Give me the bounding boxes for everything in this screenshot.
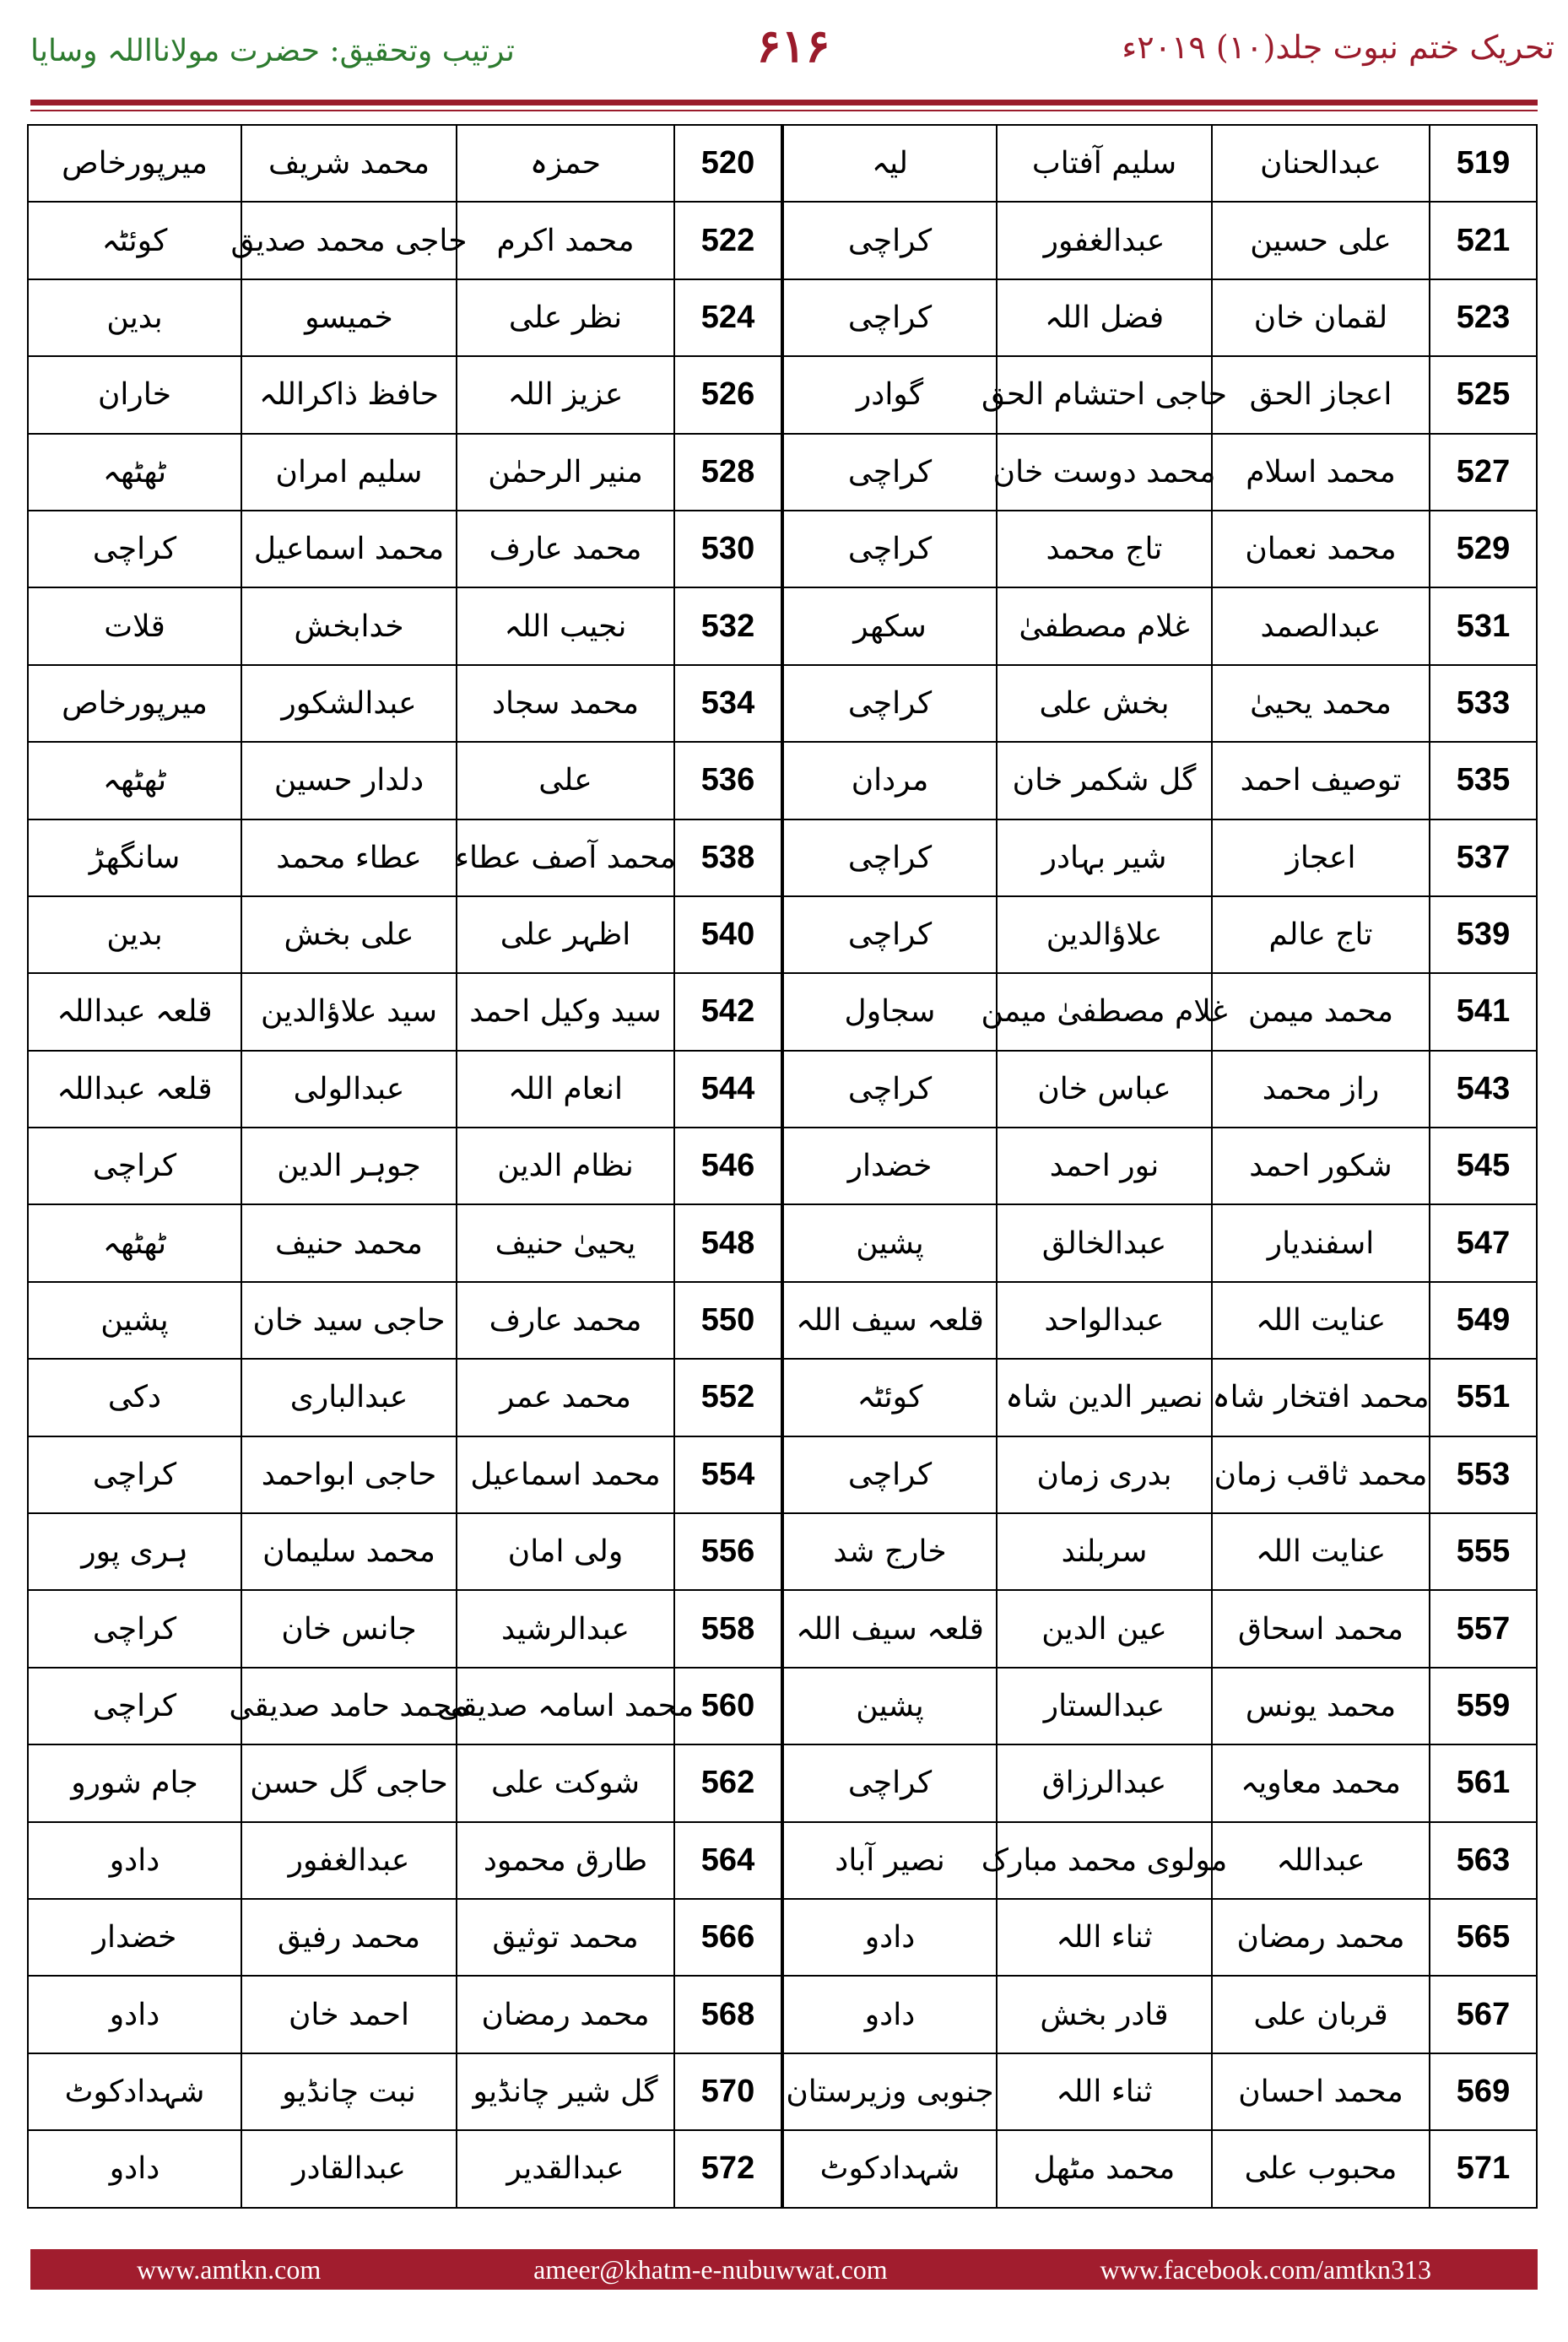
city-name: کراچی (847, 300, 933, 335)
person-name: سید وکیل احمد (456, 974, 673, 1049)
table-row (784, 2054, 1536, 2131)
person-name: محمد نعمان (1211, 511, 1429, 587)
table-row (784, 1823, 1536, 1900)
person-name: محمد یحییٰ (1211, 666, 1429, 741)
header-rule-thin (30, 110, 1538, 111)
table-row (784, 897, 1536, 974)
city-name: گوادر (856, 377, 924, 413)
father-name: محمد رفیق (241, 1900, 456, 1975)
city-name: دادو (109, 2151, 160, 2187)
father-name: ثناء اللہ (996, 1900, 1211, 1975)
table-row (784, 974, 1536, 1051)
person-name: شوکت علی (456, 1745, 673, 1820)
father-name: حاجی محمد صدیق (241, 203, 456, 278)
father-name: نصیر الدین شاہ (996, 1360, 1211, 1435)
person-name: محمد عمر (456, 1360, 673, 1435)
city-name: سجاول (844, 994, 936, 1030)
person-name: محمد سجاد (456, 666, 673, 741)
table-row (784, 435, 1536, 511)
table-row (784, 743, 1536, 819)
serial-number: 557 (1429, 1591, 1536, 1666)
city-name: میرپورخاص (62, 146, 208, 181)
person-name: عبداللہ (1211, 1823, 1429, 1898)
serial-number: 529 (1429, 511, 1536, 587)
serial-number: 522 (673, 203, 781, 278)
father-name: محمد سلیمان (241, 1514, 456, 1589)
table-row (784, 1052, 1536, 1128)
person-name: اعجاز (1211, 820, 1429, 895)
father-name: احمد خان (241, 1977, 456, 2052)
serial-number: 550 (673, 1283, 781, 1358)
father-name: محمد اسماعیل (241, 511, 456, 587)
city-name: کراچی (92, 1689, 177, 1723)
serial-number: 545 (1429, 1128, 1536, 1203)
person-name: محمد توثیق (456, 1900, 673, 1975)
person-name: عبدالحنان (1211, 126, 1429, 201)
city-name: کراچی (847, 532, 933, 567)
serial-number: 558 (673, 1591, 781, 1666)
city-name: کوئٹہ (857, 1380, 923, 1415)
table-row (29, 280, 781, 357)
person-name: طارق محمود (456, 1823, 673, 1898)
table-row (29, 1128, 781, 1205)
table-row (29, 1283, 781, 1360)
table-row (784, 1977, 1536, 2053)
table-row (784, 1437, 1536, 1514)
city-name: دادو (109, 1842, 160, 1878)
serial-number: 571 (1429, 2131, 1536, 2206)
table-row (784, 666, 1536, 743)
table-row (29, 820, 781, 897)
table-row (29, 743, 781, 819)
serial-number: 531 (1429, 588, 1536, 663)
serial-number: 560 (673, 1669, 781, 1744)
person-name: محمد ثاقب زمان (1211, 1437, 1429, 1512)
serial-number: 563 (1429, 1823, 1536, 1898)
city-name: کراچی (92, 1457, 177, 1492)
serial-number: 532 (673, 588, 781, 663)
city-name: جام شورو (71, 1766, 198, 1801)
serial-number: 554 (673, 1437, 781, 1512)
city-name: مردان (851, 763, 929, 798)
city-name: بدین (106, 917, 163, 953)
table-row (784, 280, 1536, 357)
city-name: خاران (97, 377, 172, 413)
city-name: ٹھٹھہ (102, 454, 167, 489)
person-name: نجیب اللہ (456, 588, 673, 663)
person-name: ولی امان (456, 1514, 673, 1589)
father-name: نور احمد (996, 1128, 1211, 1203)
city-name: ٹھٹھہ (102, 763, 167, 798)
person-name: عنایت اللہ (1211, 1514, 1429, 1589)
city-name: پشین (856, 1689, 924, 1723)
father-name: عبدالباری (241, 1360, 456, 1435)
serial-number: 559 (1429, 1669, 1536, 1744)
serial-number: 556 (673, 1514, 781, 1589)
father-name: ثناء اللہ (996, 2054, 1211, 2129)
serial-number: 570 (673, 2054, 781, 2129)
person-name: لقمان خان (1211, 280, 1429, 355)
table-row (784, 203, 1536, 279)
city-name: دادو (109, 1997, 160, 2032)
person-name: توصیف احمد (1211, 743, 1429, 818)
father-name: محمد دوست خان (996, 435, 1211, 510)
father-name: عبدالولی (241, 1052, 456, 1127)
table-row (784, 1128, 1536, 1205)
serial-number: 521 (1429, 203, 1536, 278)
table-row (29, 1977, 781, 2053)
city-name: ٹھٹھہ (102, 1225, 167, 1261)
serial-number: 561 (1429, 1745, 1536, 1820)
father-name: فضل اللہ (996, 280, 1211, 355)
person-name: اظہر علی (456, 897, 673, 972)
person-name: محمد آصف عطاء (456, 820, 673, 895)
father-name: عین الدین (996, 1591, 1211, 1666)
serial-number: 566 (673, 1900, 781, 1975)
person-name: عبدالصمد (1211, 588, 1429, 663)
table-row (784, 820, 1536, 897)
table-row (29, 2054, 781, 2131)
city-name: قلات (104, 608, 165, 644)
city-name: دادو (864, 1920, 916, 1955)
father-name: قادر بخش (996, 1977, 1211, 2052)
person-name: عنایت اللہ (1211, 1283, 1429, 1358)
city-name: کراچی (92, 532, 177, 567)
table-row (784, 1514, 1536, 1591)
serial-number: 540 (673, 897, 781, 972)
table-row (29, 588, 781, 665)
table-row (29, 1591, 781, 1668)
father-name: حاجی ابواحمد (241, 1437, 456, 1512)
serial-number: 572 (673, 2131, 781, 2206)
header-rule-thick (30, 100, 1538, 105)
table-row (29, 1360, 781, 1436)
city-name: میرپورخاص (62, 685, 208, 721)
table-row (29, 897, 781, 974)
father-name: علاؤالدین (996, 897, 1211, 972)
person-name: محمد عارف (456, 1283, 673, 1358)
person-name: منیر الرحمٰن (456, 435, 673, 510)
person-name: قربان علی (1211, 1977, 1429, 2052)
table-row (784, 357, 1536, 434)
person-name: محمد اسلام (1211, 435, 1429, 510)
table-row (29, 203, 781, 279)
serial-number: 549 (1429, 1283, 1536, 1358)
serial-number: 565 (1429, 1900, 1536, 1975)
serial-number: 552 (673, 1360, 781, 1435)
right-half-table (782, 124, 1538, 2209)
table-row (29, 357, 781, 434)
footer-facebook-link[interactable]: www.facebook.com/amtkn313 (1100, 2253, 1432, 2285)
table-row (29, 1052, 781, 1128)
serial-number: 567 (1429, 1977, 1536, 2052)
names-table (30, 124, 1538, 2209)
serial-number: 548 (673, 1205, 781, 1280)
table-row (29, 1669, 781, 1745)
city-name: دکی (107, 1380, 162, 1415)
city-name: سانگھڑ (89, 840, 181, 875)
father-name: عبدالغفور (996, 203, 1211, 278)
person-name: گل شیر چانڈیو (456, 2054, 673, 2129)
table-row (784, 588, 1536, 665)
person-name: محمد عارف (456, 511, 673, 587)
father-name: سلیم امران (241, 435, 456, 510)
person-name: محمد یونس (1211, 1669, 1429, 1744)
person-name: نظام الدین (456, 1128, 673, 1203)
book-title: تحریک ختم نبوت جلد(۱۰) ۲۰۱۹ء (1122, 29, 1554, 66)
table-row (784, 1360, 1536, 1436)
serial-number: 523 (1429, 280, 1536, 355)
table-row (29, 435, 781, 511)
city-name: قلعہ عبداللہ (57, 994, 213, 1030)
serial-number: 527 (1429, 435, 1536, 510)
city-name: پشین (856, 1225, 924, 1261)
table-row (29, 974, 781, 1051)
father-name: عبدالرزاق (996, 1745, 1211, 1820)
table-row (29, 126, 781, 203)
serial-number: 530 (673, 511, 781, 587)
person-name: نظر علی (456, 280, 673, 355)
city-name: خضدار (92, 1920, 177, 1955)
city-name: کوئٹہ (101, 223, 168, 258)
serial-number: 569 (1429, 2054, 1536, 2129)
city-name: خارج شد (833, 1534, 947, 1570)
father-name: سربلند (996, 1514, 1211, 1589)
father-name: نبت چانڈیو (241, 2054, 456, 2129)
person-name: تاج عالم (1211, 897, 1429, 972)
father-name: سلیم آفتاب (996, 126, 1211, 201)
person-name: عزیز اللہ (456, 357, 673, 432)
father-name: خدابخش (241, 588, 456, 663)
father-name: عبدالشکور (241, 666, 456, 741)
father-name: حافظ ذاکراللہ (241, 357, 456, 432)
serial-number: 534 (673, 666, 781, 741)
serial-number: 520 (673, 126, 781, 201)
serial-number: 542 (673, 974, 781, 1049)
serial-number: 541 (1429, 974, 1536, 1049)
serial-number: 539 (1429, 897, 1536, 972)
person-name: عبدالرشید (456, 1591, 673, 1666)
person-name: شکور احمد (1211, 1128, 1429, 1203)
father-name: بخش علی (996, 666, 1211, 741)
person-name: انعام اللہ (456, 1052, 673, 1127)
person-name: محمد اسماعیل (456, 1437, 673, 1512)
person-name: محمد رمضان (456, 1977, 673, 2052)
serial-number: 535 (1429, 743, 1536, 818)
city-name: دادو (864, 1997, 916, 2032)
father-name: غلام مصطفیٰ میمن (996, 974, 1211, 1049)
father-name: محمد مٹھل (996, 2131, 1211, 2206)
person-name: محبوب علی (1211, 2131, 1429, 2206)
city-name: کراچی (847, 1766, 933, 1801)
person-name: علی حسین (1211, 203, 1429, 278)
page-footer (30, 2249, 1538, 2290)
person-name: محمد رمضان (1211, 1900, 1429, 1975)
table-row (29, 1900, 781, 1977)
person-name: محمد میمن (1211, 974, 1429, 1049)
person-name: اعجاز الحق (1211, 357, 1429, 432)
city-name: کراچی (847, 1071, 933, 1106)
father-name: عبدالستار (996, 1669, 1211, 1744)
city-name: کراچی (92, 1611, 177, 1647)
page-header (0, 0, 1568, 101)
serial-number: 519 (1429, 126, 1536, 201)
city-name: لیہ (872, 146, 908, 181)
table-row (29, 2131, 781, 2208)
city-name: کراچی (847, 840, 933, 875)
table-row (29, 666, 781, 743)
person-name: حمزہ (456, 126, 673, 201)
serial-number: 564 (673, 1823, 781, 1898)
serial-number: 537 (1429, 820, 1536, 895)
table-row (784, 126, 1536, 203)
father-name: گل شکمر خان (996, 743, 1211, 818)
person-name: محمد اکرم (456, 203, 673, 278)
person-name: محمد معاویہ (1211, 1745, 1429, 1820)
father-name: حاجی احتشام الحق (996, 357, 1211, 432)
table-row (29, 1514, 781, 1591)
person-name: محمد افتخار شاہ (1211, 1360, 1429, 1435)
city-name: شہدادکوٹ (64, 2074, 205, 2109)
table-row (29, 511, 781, 588)
serial-number: 533 (1429, 666, 1536, 741)
page-number: ۶۱۶ (756, 19, 830, 73)
names-grid (30, 124, 1538, 2209)
father-name: بدری زمان (996, 1437, 1211, 1512)
compiler-credit: ترتیب وتحقیق: حضرت مولانااللہ وسایا (30, 34, 515, 68)
father-name: علی بخش (241, 897, 456, 972)
serial-number: 528 (673, 435, 781, 510)
table-row (784, 1669, 1536, 1745)
father-name: محمد شریف (241, 126, 456, 201)
serial-number: 543 (1429, 1052, 1536, 1127)
footer-website-link[interactable]: www.amtkn.com (136, 2253, 322, 2285)
city-name: کراچی (847, 454, 933, 489)
serial-number: 536 (673, 743, 781, 818)
serial-number: 551 (1429, 1360, 1536, 1435)
person-name: محمد اسحاق (1211, 1591, 1429, 1666)
table-row (784, 1205, 1536, 1282)
father-name: شیر بہادر (996, 820, 1211, 895)
serial-number: 544 (673, 1052, 781, 1127)
father-name: جانس خان (241, 1591, 456, 1666)
father-name: عبدالقادر (241, 2131, 456, 2206)
city-name: بدین (106, 300, 163, 335)
father-name: محمد حامد صدیقی (241, 1669, 456, 1744)
serial-number: 538 (673, 820, 781, 895)
serial-number: 553 (1429, 1437, 1536, 1512)
city-name: کراچی (92, 1149, 177, 1184)
serial-number: 525 (1429, 357, 1536, 432)
person-name: محمد اسامہ صدیقی (456, 1669, 673, 1744)
table-row (29, 1437, 781, 1514)
city-name: کراچی (847, 1457, 933, 1492)
city-name: سکھر (853, 608, 927, 644)
footer-email-link[interactable]: ameer@khatm-e-nubuwwat.com (533, 2253, 888, 2285)
city-name: خضدار (847, 1149, 933, 1184)
serial-number: 526 (673, 357, 781, 432)
father-name: غلام مصطفیٰ (996, 588, 1211, 663)
city-name: نصیر آباد (835, 1842, 945, 1878)
father-name: حاجی گل حسن (241, 1745, 456, 1820)
table-row (29, 1745, 781, 1822)
person-name: عبدالقدیر (456, 2131, 673, 2206)
table-row (784, 1900, 1536, 1977)
city-name: کراچی (847, 917, 933, 953)
father-name: عطاء محمد (241, 820, 456, 895)
father-name: عبدالواحد (996, 1283, 1211, 1358)
father-name: خمیسو (241, 280, 456, 355)
serial-number: 562 (673, 1745, 781, 1820)
city-name: ہری پور (81, 1534, 188, 1570)
father-name: عباس خان (996, 1052, 1211, 1127)
person-name: یحییٰ حنیف (456, 1205, 673, 1280)
serial-number: 568 (673, 1977, 781, 2052)
left-half-table (27, 124, 782, 2209)
city-name: جنوبی وزیرستان (786, 2074, 994, 2109)
table-row (784, 1283, 1536, 1360)
father-name: مولوی محمد مبارک (996, 1823, 1211, 1898)
father-name: عبدالخالق (996, 1205, 1211, 1280)
father-name: تاج محمد (996, 511, 1211, 587)
city-name: قلعہ عبداللہ (57, 1071, 213, 1106)
table-row (784, 2131, 1536, 2208)
table-row (784, 1591, 1536, 1668)
father-name: دلدار حسین (241, 743, 456, 818)
person-name: راز محمد (1211, 1052, 1429, 1127)
city-name: قلعہ سیف اللہ (796, 1303, 984, 1339)
table-row (784, 1745, 1536, 1822)
table-row (29, 1823, 781, 1900)
father-name: سید علاؤالدین (241, 974, 456, 1049)
city-name: قلعہ سیف اللہ (796, 1611, 984, 1647)
person-name: علی (456, 743, 673, 818)
city-name: کراچی (847, 223, 933, 258)
city-name: کراچی (847, 685, 933, 721)
table-row (29, 1205, 781, 1282)
father-name: جوہر الدین (241, 1128, 456, 1203)
father-name: محمد حنیف (241, 1205, 456, 1280)
serial-number: 546 (673, 1128, 781, 1203)
person-name: اسفندیار (1211, 1205, 1429, 1280)
serial-number: 547 (1429, 1205, 1536, 1280)
father-name: عبدالغفور (241, 1823, 456, 1898)
serial-number: 555 (1429, 1514, 1536, 1589)
city-name: شہدادکوٹ (819, 2151, 960, 2187)
father-name: حاجی سید خان (241, 1283, 456, 1358)
person-name: محمد احسان (1211, 2054, 1429, 2129)
table-row (784, 511, 1536, 588)
serial-number: 524 (673, 280, 781, 355)
city-name: پشین (100, 1303, 169, 1339)
